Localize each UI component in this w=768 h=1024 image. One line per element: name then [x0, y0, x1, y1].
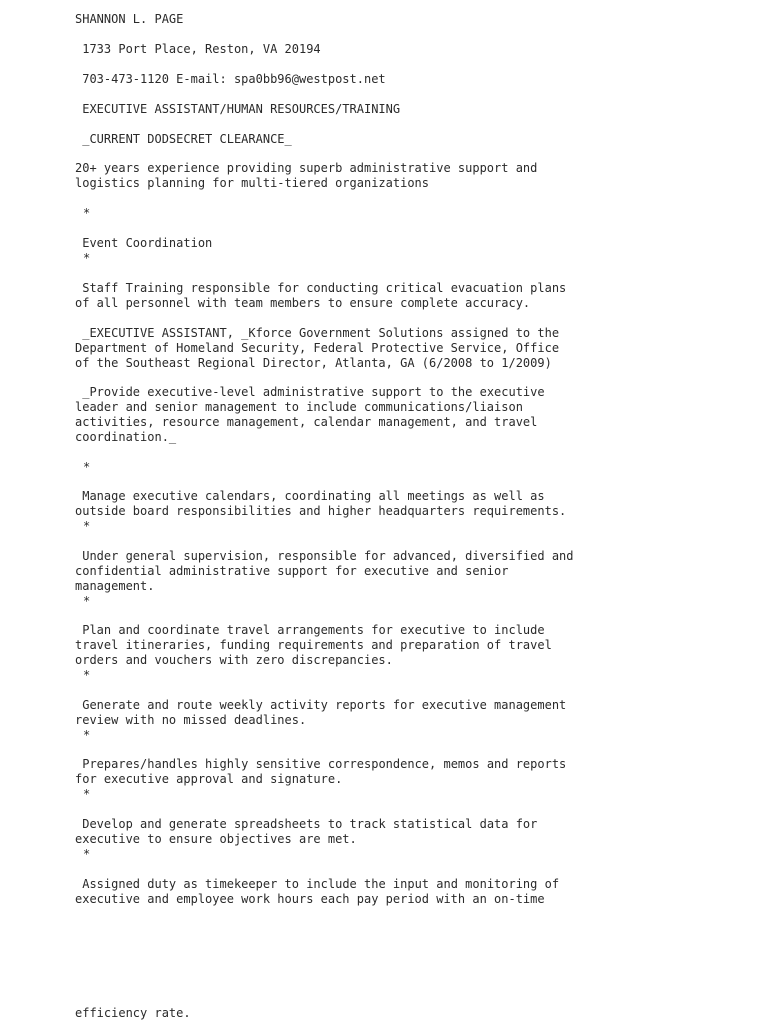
clearance-block	[75, 132, 695, 147]
bullet-marker: *	[83, 519, 91, 533]
duty-text: Develop and generate spreadsheets to track statistical data for executive to ensure objectives are met.	[75, 817, 538, 846]
clearance-line: _CURRENT DODSECRET CLEARANCE_	[75, 132, 292, 146]
address-block	[75, 42, 695, 57]
duty-item-3	[75, 623, 695, 683]
duty-item-1	[75, 489, 695, 534]
contact-block	[75, 72, 695, 87]
bullet-marker: *	[83, 594, 91, 608]
duty-text: Manage executive calendars, coordinating all meetings as well as outside board responsibilities and higher headquarters requirements.	[75, 489, 567, 518]
bullet-marker: *	[83, 251, 91, 265]
bullet-marker: *	[83, 206, 91, 220]
duty-text: Prepares/handles highly sensitive correspondence, memos and reports for executive approval and signature.	[75, 757, 567, 786]
summary-text: 20+ years experience providing superb administrative support and logistics planning for multi-tiered organizations	[75, 161, 538, 190]
event-coordination-text: Event Coordination	[75, 236, 213, 250]
bullet-1	[75, 206, 695, 221]
resume-header	[75, 12, 695, 27]
duty-item-7	[75, 877, 695, 907]
duty-item-2	[75, 549, 695, 609]
bullet-marker: *	[83, 460, 91, 474]
staff-training-block	[75, 281, 695, 311]
duty-text: Generate and route weekly activity reports for executive management review with no missed deadlines.	[75, 698, 567, 727]
duty-text: Assigned duty as timekeeper to include the input and monitoring of executive and employee work hours each pay period with an on-time	[75, 877, 560, 906]
summary-block	[75, 161, 695, 191]
address-line: 1733 Port Place, Reston, VA 20194	[75, 42, 321, 56]
job-title: EXECUTIVE ASSISTANT/HUMAN RESOURCES/TRAINING	[75, 102, 401, 116]
bullet-marker: *	[83, 668, 91, 682]
event-coordination-block	[75, 236, 695, 266]
position-summary-block	[75, 385, 695, 445]
bullet-marker: *	[83, 847, 91, 861]
contact-line: 703-473-1120 E-mail: spa0bb96@westpost.net	[75, 72, 386, 86]
bullet-marker: *	[83, 728, 91, 742]
duty-text: Plan and coordinate travel arrangements for executive to include travel itineraries, funding requirements and preparation of travel orders and vouchers with zero discrepancies.	[75, 623, 552, 667]
staff-training-text: Staff Training responsible for conducting critical evacuation plans of all personnel with team members to ensure complete accuracy.	[75, 281, 567, 310]
duty-text: Under general supervision, responsible for advanced, diversified and confidential administrative support for executive and senior management.	[75, 549, 574, 593]
position-heading: _EXECUTIVE ASSISTANT, _Kforce Government Solutions assigned to the Department of Homeland Security, Federal Protective Service, Office of the Southeast Regional Director, Atlanta, GA (6/2008 to 1/2009)	[75, 326, 560, 370]
title-block	[75, 102, 695, 117]
duty-item-5	[75, 757, 695, 802]
candidate-name: SHANNON L. PAGE	[75, 12, 184, 26]
footer-text: efficiency rate.	[75, 1006, 191, 1020]
page-footer-continuation	[75, 1006, 695, 1021]
position-summary-text: _Provide executive-level administrative support to the executive leader and senior management to include communications/liaison activities, resource management, calendar management, and travel coordination._	[75, 385, 545, 444]
duty-item-6	[75, 817, 695, 862]
position-block	[75, 326, 695, 371]
bullet-2	[75, 460, 695, 475]
duty-item-4	[75, 698, 695, 743]
bullet-marker: *	[83, 787, 91, 801]
